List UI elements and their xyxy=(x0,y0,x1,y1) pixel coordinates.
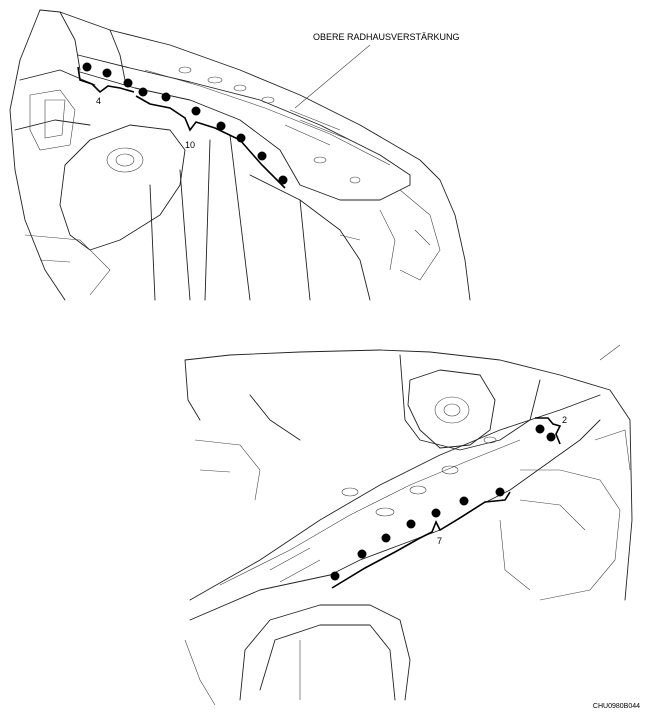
top-hole xyxy=(314,157,326,163)
weld-spot xyxy=(124,79,133,88)
weld-spot xyxy=(358,550,367,559)
weld-spot xyxy=(258,152,267,161)
top-right-structure xyxy=(340,190,440,280)
bottom-strut-hole xyxy=(435,397,469,423)
top-strut-hole xyxy=(107,148,143,172)
top-spot-group-10 xyxy=(136,93,288,189)
bottom-strut-hole-inner xyxy=(444,404,460,416)
bottom-right-structure xyxy=(500,345,630,600)
weld-spot xyxy=(407,520,416,529)
bottom-left-structure xyxy=(185,440,300,705)
bottom-hole xyxy=(376,508,394,516)
weld-spot xyxy=(331,572,340,581)
weld-spot xyxy=(460,497,469,506)
top-view xyxy=(10,10,470,300)
top-count-4: 4 xyxy=(96,96,102,106)
top-hole xyxy=(208,77,222,83)
bottom-body-outline xyxy=(185,350,632,600)
top-hole xyxy=(234,85,246,91)
bottom-count-7: 7 xyxy=(437,536,443,546)
bottom-wheel-arch xyxy=(240,605,410,700)
bottom-strut-tower xyxy=(408,370,495,448)
top-hole xyxy=(179,67,191,73)
weld-spot xyxy=(496,488,505,497)
bottom-rail-lower-edge xyxy=(190,420,600,620)
top-hole xyxy=(262,97,274,103)
top-rail-inner xyxy=(145,70,390,165)
top-count-10: 10 xyxy=(185,140,196,150)
bottom-spot-group-7 xyxy=(331,488,511,589)
top-strut-tower xyxy=(60,125,185,250)
weld-spot xyxy=(536,425,545,434)
brace-group-10 xyxy=(136,96,285,188)
weld-spot xyxy=(432,509,441,518)
top-body-outline xyxy=(10,10,470,300)
callout-label: OBERE RADHAUSVERSTÄRKUNG xyxy=(313,32,460,42)
top-spot-group-4 xyxy=(78,63,148,107)
weld-spot xyxy=(547,433,556,442)
bottom-view xyxy=(185,345,632,705)
weld-spot xyxy=(139,88,148,97)
weld-spot xyxy=(83,63,92,72)
top-left-panel xyxy=(25,90,110,295)
bottom-hole xyxy=(410,486,426,494)
bottom-rail-inner xyxy=(220,440,520,585)
weld-spot xyxy=(162,93,171,102)
top-hole xyxy=(350,177,360,183)
weld-spot xyxy=(382,534,391,543)
callout-leader xyxy=(295,45,370,108)
weld-spot xyxy=(192,107,201,116)
brace-group-7 xyxy=(332,492,510,588)
bottom-spot-group-2 xyxy=(535,415,567,444)
top-rail-upper-edge xyxy=(78,55,410,175)
bottom-hole xyxy=(442,466,458,474)
bottom-count-2: 2 xyxy=(562,415,568,425)
figure-code: CHU0980B044 xyxy=(592,703,640,710)
bottom-hole xyxy=(342,488,358,496)
weld-spot xyxy=(103,69,112,78)
top-strut-hole-inner xyxy=(116,154,134,166)
